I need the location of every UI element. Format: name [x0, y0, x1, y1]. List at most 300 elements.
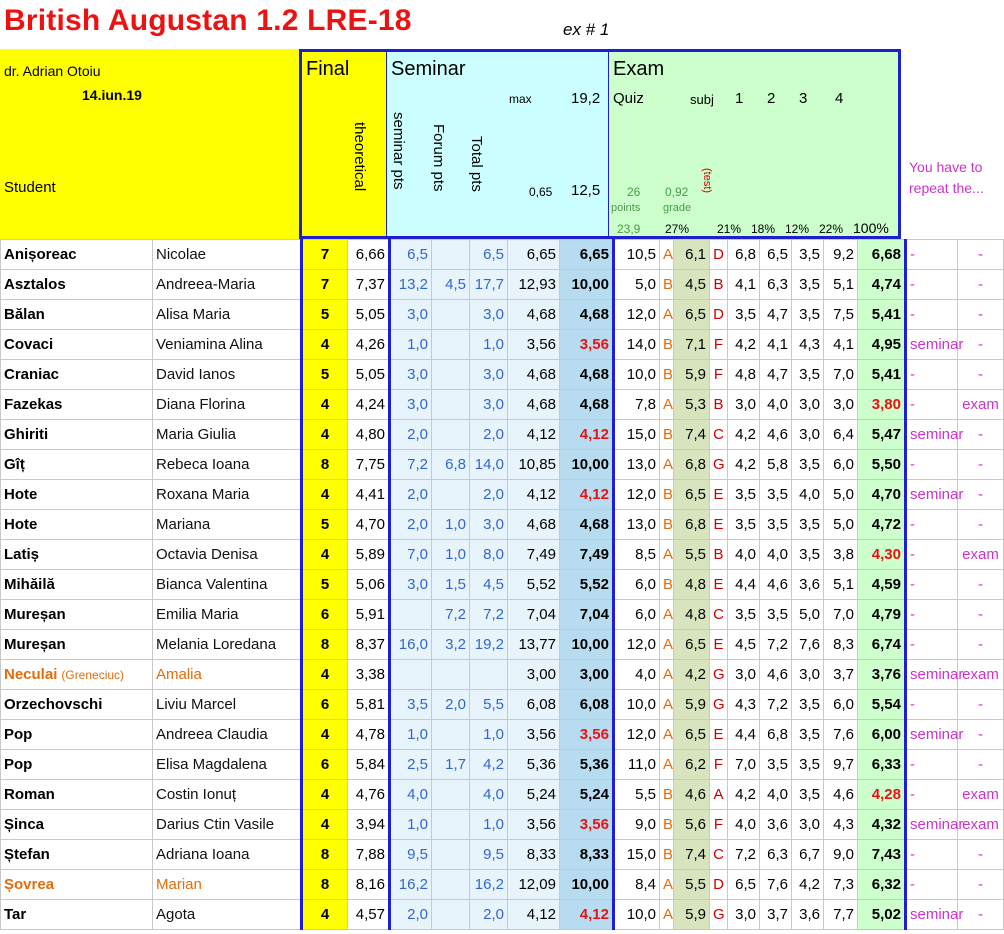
cell-first: Bianca Valentina [153, 570, 302, 600]
cell-ql: B [660, 780, 674, 810]
cell-grade: 6,1 [674, 240, 710, 270]
cell-semfin: 6,65 [560, 240, 614, 270]
cell-total: 14,0 [470, 450, 508, 480]
cell-r2: exam [958, 810, 1004, 840]
student-last-name: Pop [4, 756, 33, 773]
cell-last [1, 840, 153, 870]
cell-quiz: 8,4 [614, 870, 660, 900]
student-last-name: Mureșan [4, 606, 66, 623]
cell-s2: 7,2 [760, 690, 792, 720]
cell-s4: 9,2 [824, 240, 858, 270]
cell-final: 4 [302, 540, 348, 570]
grade-value: 0,92 [665, 185, 689, 199]
cell-calc: 3,56 [508, 810, 560, 840]
cell-exfin: 4,28 [858, 780, 906, 810]
student-last-name: Hote [4, 486, 38, 503]
cell-s4: 3,0 [824, 390, 858, 420]
cell-semfin: 3,56 [560, 330, 614, 360]
cell-gl: F [710, 330, 728, 360]
cell-s1: 4,8 [728, 360, 760, 390]
cell-grade: 7,4 [674, 420, 710, 450]
cell-s2: 3,6 [760, 810, 792, 840]
cell-first: Rebeca Ioana [153, 450, 302, 480]
cell-theo: 4,76 [348, 780, 390, 810]
cell-s3: 3,5 [792, 360, 824, 390]
cell-gl: A [710, 780, 728, 810]
cell-grade: 6,8 [674, 510, 710, 540]
cell-grade: 6,5 [674, 630, 710, 660]
cell-semfin: 6,08 [560, 690, 614, 720]
cell-semfin: 4,12 [560, 420, 614, 450]
cell-final: 8 [302, 450, 348, 480]
student-last-name: Hote [4, 516, 38, 533]
cell-semfin: 3,56 [560, 810, 614, 840]
cell-gl: C [710, 840, 728, 870]
cell-s1: 3,0 [728, 660, 760, 690]
cell-s2: 7,2 [760, 630, 792, 660]
subj-4-pct: 22% [819, 222, 844, 236]
cell-quiz: 10,0 [614, 900, 660, 930]
cell-quiz: 5,5 [614, 780, 660, 810]
repeat-note: You have to repeat the... [909, 159, 984, 196]
cell-s1: 4,2 [728, 420, 760, 450]
cell-ql: A [660, 900, 674, 930]
cell-quiz: 6,0 [614, 600, 660, 630]
cell-s4: 5,1 [824, 570, 858, 600]
cell-s4: 6,4 [824, 420, 858, 450]
cell-s3: 4,2 [792, 870, 824, 900]
cell-s1: 4,4 [728, 720, 760, 750]
cell-exfin: 6,33 [858, 750, 906, 780]
cell-s1: 3,0 [728, 900, 760, 930]
cell-total: 5,5 [470, 690, 508, 720]
cell-calc: 13,77 [508, 630, 560, 660]
cell-theo: 5,89 [348, 540, 390, 570]
cell-r1: - [906, 870, 958, 900]
cell-r2: - [958, 900, 1004, 930]
cell-forum [432, 660, 470, 690]
header-student-block [0, 49, 301, 239]
cell-quiz: 10,5 [614, 240, 660, 270]
cell-s2: 4,1 [760, 330, 792, 360]
cell-sem: 4,0 [390, 780, 432, 810]
cell-grade: 5,9 [674, 900, 710, 930]
cell-last [1, 750, 153, 780]
cell-grade: 6,5 [674, 480, 710, 510]
cell-quiz: 12,0 [614, 480, 660, 510]
cell-calc: 12,93 [508, 270, 560, 300]
header-seminar-block [387, 49, 611, 239]
cell-grade: 5,5 [674, 870, 710, 900]
cell-final: 8 [302, 870, 348, 900]
cell-calc: 4,68 [508, 300, 560, 330]
cell-quiz: 10,0 [614, 360, 660, 390]
cell-calc: 7,04 [508, 600, 560, 630]
cell-r1: - [906, 360, 958, 390]
cell-semfin: 4,12 [560, 480, 614, 510]
cell-r1: - [906, 630, 958, 660]
cell-s3: 3,5 [792, 750, 824, 780]
subj-4-header: 4 [835, 90, 844, 107]
cell-semfin: 10,00 [560, 630, 614, 660]
cell-r1: - [906, 270, 958, 300]
cell-sem: 13,2 [390, 270, 432, 300]
cell-theo: 4,26 [348, 330, 390, 360]
cell-last [1, 330, 153, 360]
cell-quiz: 9,0 [614, 810, 660, 840]
cell-exfin: 3,76 [858, 660, 906, 690]
cell-theo: 8,16 [348, 870, 390, 900]
cell-calc: 5,36 [508, 750, 560, 780]
cell-last [1, 780, 153, 810]
cell-sem: 2,5 [390, 750, 432, 780]
cell-r2: - [958, 300, 1004, 330]
cell-forum [432, 900, 470, 930]
cell-first: Emilia Maria [153, 600, 302, 630]
cell-theo: 3,38 [348, 660, 390, 690]
cell-r1: - [906, 780, 958, 810]
total-pct: 100% [853, 220, 889, 236]
cell-grade: 4,8 [674, 570, 710, 600]
cell-final: 4 [302, 420, 348, 450]
cell-theo: 7,88 [348, 840, 390, 870]
cell-ql: A [660, 240, 674, 270]
cell-exfin: 6,74 [858, 630, 906, 660]
cell-theo: 4,41 [348, 480, 390, 510]
cell-quiz: 13,0 [614, 450, 660, 480]
student-last-name: Șovrea [4, 876, 55, 893]
cell-grade: 5,5 [674, 540, 710, 570]
cell-ql: A [660, 630, 674, 660]
quiz-points-label: points [611, 202, 641, 214]
cell-quiz: 12,0 [614, 720, 660, 750]
cell-r1: - [906, 600, 958, 630]
cell-gl: E [710, 570, 728, 600]
cell-forum: 1,5 [432, 570, 470, 600]
cell-sem: 3,0 [390, 390, 432, 420]
cell-semfin: 3,00 [560, 660, 614, 690]
subj-1-header: 1 [735, 90, 744, 107]
cell-grade: 5,9 [674, 360, 710, 390]
cell-last [1, 480, 153, 510]
cell-s3: 3,5 [792, 690, 824, 720]
student-last-name: Anișoreac [4, 246, 77, 263]
cell-exfin: 6,68 [858, 240, 906, 270]
table-row [1, 810, 1004, 840]
subj-3-pct: 12% [785, 222, 810, 236]
grade-label: grade [663, 202, 692, 214]
cell-exfin: 5,50 [858, 450, 906, 480]
cell-theo: 5,06 [348, 570, 390, 600]
cell-first: David Ianos [153, 360, 302, 390]
cell-gl: E [710, 630, 728, 660]
cell-ql: A [660, 300, 674, 330]
cell-s1: 6,8 [728, 240, 760, 270]
cell-r1: - [906, 240, 958, 270]
cell-s3: 3,0 [792, 660, 824, 690]
cell-calc: 5,24 [508, 780, 560, 810]
cell-s1: 4,3 [728, 690, 760, 720]
cell-ql: B [660, 810, 674, 840]
cell-forum: 3,2 [432, 630, 470, 660]
cell-s4: 3,7 [824, 660, 858, 690]
cell-s1: 3,5 [728, 480, 760, 510]
cell-grade: 6,5 [674, 720, 710, 750]
cell-calc: 7,49 [508, 540, 560, 570]
cell-sem: 2,0 [390, 510, 432, 540]
cell-r2: - [958, 510, 1004, 540]
student-last-name: Mihăilă [4, 576, 55, 593]
cell-s1: 4,0 [728, 810, 760, 840]
table-row [1, 630, 1004, 660]
cell-grade: 5,3 [674, 390, 710, 420]
cell-theo: 4,57 [348, 900, 390, 930]
cell-r1: - [906, 570, 958, 600]
student-last-name: Fazekas [4, 396, 63, 413]
cell-s1: 7,2 [728, 840, 760, 870]
cell-r2: - [958, 630, 1004, 660]
cell-ql: B [660, 480, 674, 510]
cell-semfin: 10,00 [560, 870, 614, 900]
cell-r1: - [906, 510, 958, 540]
cell-quiz: 4,0 [614, 660, 660, 690]
table-row [1, 570, 1004, 600]
cell-s4: 7,0 [824, 360, 858, 390]
cell-last [1, 720, 153, 750]
cell-first: Maria Giulia [153, 420, 302, 450]
cell-r1: - [906, 390, 958, 420]
cell-ql: B [660, 840, 674, 870]
student-last-name: Pop [4, 726, 33, 743]
cell-exfin: 4,79 [858, 600, 906, 630]
cell-calc: 3,00 [508, 660, 560, 690]
cell-theo: 4,24 [348, 390, 390, 420]
cell-last [1, 420, 153, 450]
cell-semfin: 7,04 [560, 600, 614, 630]
cell-grade: 4,6 [674, 780, 710, 810]
cell-last [1, 300, 153, 330]
table-row [1, 690, 1004, 720]
exercise-label: ex # 1 [563, 20, 610, 39]
cell-exfin: 4,30 [858, 540, 906, 570]
cell-calc: 4,68 [508, 510, 560, 540]
cell-first: Alisa Maria [153, 300, 302, 330]
cell-sem: 3,0 [390, 570, 432, 600]
cell-sem: 1,0 [390, 720, 432, 750]
cell-semfin: 4,68 [560, 390, 614, 420]
cell-ql: A [660, 450, 674, 480]
cell-r1: - [906, 300, 958, 330]
cell-semfin: 5,24 [560, 780, 614, 810]
cell-sem: 3,0 [390, 360, 432, 390]
cell-last [1, 240, 153, 270]
cell-semfin: 4,68 [560, 510, 614, 540]
cell-theo: 5,05 [348, 300, 390, 330]
cell-first: Andreea-Maria [153, 270, 302, 300]
cell-s4: 4,1 [824, 330, 858, 360]
cell-sem: 16,0 [390, 630, 432, 660]
cell-exfin: 5,54 [858, 690, 906, 720]
cell-s4: 9,7 [824, 750, 858, 780]
cell-s2: 3,5 [760, 600, 792, 630]
cell-grade: 6,5 [674, 300, 710, 330]
cell-grade: 7,1 [674, 330, 710, 360]
cell-gl: G [710, 900, 728, 930]
cell-s3: 3,5 [792, 540, 824, 570]
cell-last [1, 870, 153, 900]
cell-sem [390, 600, 432, 630]
subj-2-header: 2 [767, 90, 776, 107]
cell-s2: 4,7 [760, 360, 792, 390]
cell-gl: F [710, 810, 728, 840]
cell-sem: 1,0 [390, 810, 432, 840]
cell-first: Andreea Claudia [153, 720, 302, 750]
table-row [1, 330, 1004, 360]
table-row [1, 510, 1004, 540]
cell-s3: 3,0 [792, 810, 824, 840]
cell-r1: - [906, 690, 958, 720]
cell-final: 5 [302, 570, 348, 600]
cell-ql: B [660, 570, 674, 600]
cell-gl: E [710, 720, 728, 750]
cell-first: Roxana Maria [153, 480, 302, 510]
cell-ql: A [660, 720, 674, 750]
cell-first: Adriana Ioana [153, 840, 302, 870]
cell-theo: 7,37 [348, 270, 390, 300]
cell-final: 4 [302, 660, 348, 690]
cell-calc: 4,12 [508, 900, 560, 930]
table-row [1, 660, 1004, 690]
cell-s1: 4,0 [728, 540, 760, 570]
cell-ql: B [660, 360, 674, 390]
cell-r2: - [958, 360, 1004, 390]
cell-forum: 4,5 [432, 270, 470, 300]
cell-r2: exam [958, 780, 1004, 810]
cell-r2: - [958, 600, 1004, 630]
cell-first: Nicolae [153, 240, 302, 270]
cell-calc: 4,12 [508, 420, 560, 450]
cell-sem: 6,5 [390, 240, 432, 270]
cell-ql: A [660, 660, 674, 690]
cell-total: 19,2 [470, 630, 508, 660]
cell-first: Diana Florina [153, 390, 302, 420]
cell-exfin: 6,32 [858, 870, 906, 900]
cell-r2: - [958, 570, 1004, 600]
cell-r1: seminar [906, 420, 958, 450]
cell-forum: 1,0 [432, 510, 470, 540]
cell-s4: 7,0 [824, 600, 858, 630]
cell-s2: 3,5 [760, 480, 792, 510]
cell-total: 1,0 [470, 810, 508, 840]
cell-ql: A [660, 540, 674, 570]
cell-sem: 7,0 [390, 540, 432, 570]
cell-s4: 4,6 [824, 780, 858, 810]
cell-s2: 6,3 [760, 270, 792, 300]
cell-quiz: 11,0 [614, 750, 660, 780]
cell-s2: 4,0 [760, 390, 792, 420]
student-last-name: Ștefan [4, 846, 50, 863]
cell-calc: 12,09 [508, 870, 560, 900]
cell-forum [432, 780, 470, 810]
cell-s3: 3,5 [792, 270, 824, 300]
cell-r2: - [958, 720, 1004, 750]
cell-ql: A [660, 390, 674, 420]
cell-total: 4,0 [470, 780, 508, 810]
cell-semfin: 4,68 [560, 360, 614, 390]
cell-total: 9,5 [470, 840, 508, 870]
cell-last [1, 810, 153, 840]
cell-semfin: 4,12 [560, 900, 614, 930]
cell-calc: 5,52 [508, 570, 560, 600]
quiz-header: Quiz [613, 90, 644, 107]
table-row [1, 240, 1004, 270]
table-row [1, 420, 1004, 450]
table-row [1, 870, 1004, 900]
cell-final: 4 [302, 480, 348, 510]
cell-grade: 6,2 [674, 750, 710, 780]
seminar-pts-header: seminar pts [390, 112, 407, 190]
cell-exfin: 5,41 [858, 300, 906, 330]
table-row [1, 360, 1004, 390]
cell-s1: 4,1 [728, 270, 760, 300]
cell-final: 8 [302, 630, 348, 660]
cell-grade: 4,8 [674, 600, 710, 630]
student-last-name: Ghiriti [4, 426, 49, 443]
cell-s3: 3,0 [792, 420, 824, 450]
cell-r2: - [958, 450, 1004, 480]
cell-s2: 4,0 [760, 780, 792, 810]
cell-s1: 3,5 [728, 600, 760, 630]
cell-forum [432, 720, 470, 750]
cell-exfin: 4,74 [858, 270, 906, 300]
table-row [1, 390, 1004, 420]
cell-final: 4 [302, 330, 348, 360]
cell-s2: 4,6 [760, 570, 792, 600]
cell-quiz: 10,0 [614, 690, 660, 720]
cell-last [1, 570, 153, 600]
cell-forum: 7,2 [432, 600, 470, 630]
cell-calc: 3,56 [508, 330, 560, 360]
cell-forum: 1,0 [432, 540, 470, 570]
cell-r2: - [958, 330, 1004, 360]
cell-last [1, 660, 153, 690]
cell-s2: 3,5 [760, 750, 792, 780]
cell-gl: E [710, 480, 728, 510]
student-header: Student [4, 179, 56, 196]
cell-final: 4 [302, 720, 348, 750]
total-pts-header: Total pts [468, 136, 485, 192]
student-last-name: Șinca [4, 816, 45, 833]
exam-header: Exam [613, 58, 665, 80]
cell-theo: 3,94 [348, 810, 390, 840]
cell-semfin: 5,52 [560, 570, 614, 600]
cell-gl: B [710, 270, 728, 300]
cell-sem: 1,0 [390, 330, 432, 360]
cell-theo: 4,78 [348, 720, 390, 750]
cell-final: 8 [302, 840, 348, 870]
cell-calc: 6,08 [508, 690, 560, 720]
cell-ql: A [660, 600, 674, 630]
cell-r2: exam [958, 660, 1004, 690]
cell-forum [432, 420, 470, 450]
cell-final: 6 [302, 600, 348, 630]
cell-forum [432, 360, 470, 390]
cell-final: 6 [302, 750, 348, 780]
cell-total: 16,2 [470, 870, 508, 900]
seminar-header: Seminar [391, 58, 466, 80]
cell-grade: 5,6 [674, 810, 710, 840]
cell-s3: 3,5 [792, 720, 824, 750]
